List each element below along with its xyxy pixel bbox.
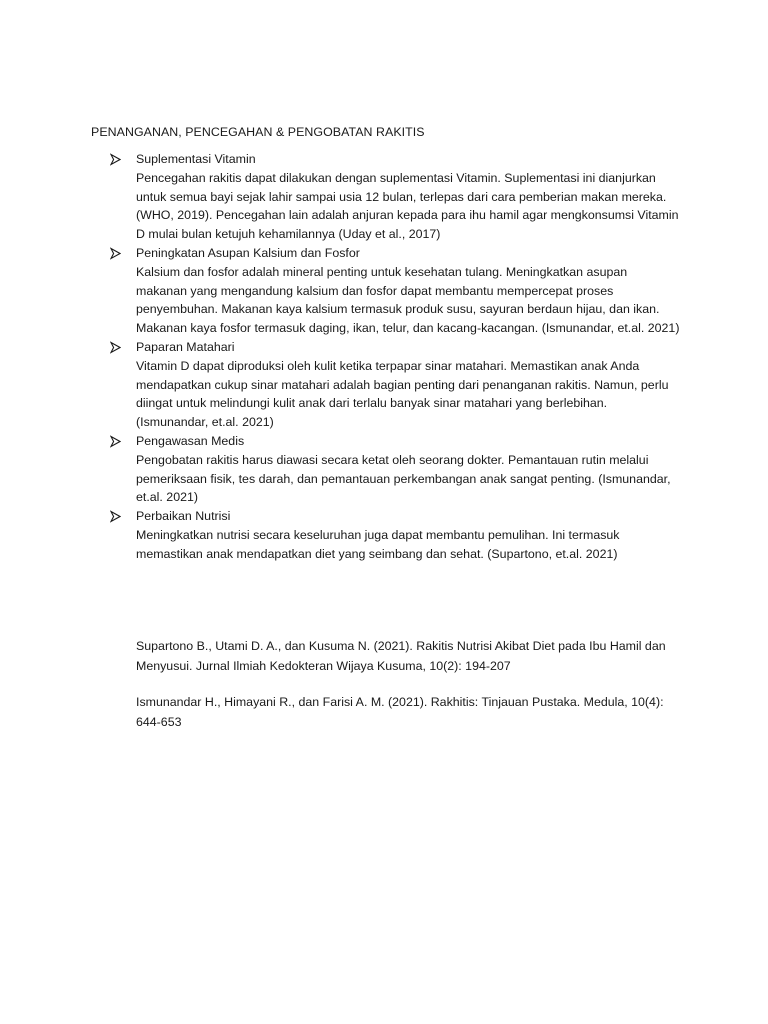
section-item — [110, 244, 680, 338]
section-heading: Pengawasan Medis — [136, 433, 245, 448]
section-heading: Peningkatan Asupan Kalsium dan Fosfor — [136, 245, 360, 260]
section-body: Meningkatkan nutrisi secara keseluruhan juga dapat membantu pemulihan. Ini termasuk memastikan anak mendapatkan diet yang seimbang dan sehat. (Supartono, et.al. 2021) — [136, 527, 620, 561]
reference-list — [136, 637, 681, 749]
arrowhead-bullet-icon — [110, 338, 124, 357]
arrowhead-bullet-icon — [110, 507, 124, 526]
section-list — [110, 150, 680, 564]
arrowhead-bullet-icon — [110, 244, 124, 263]
section-body: Vitamin D dapat diproduksi oleh kulit ketika terpapar sinar matahari. Memastikan anak Anda mendapatkan cukup sinar matahari adalah bagian penting dari penanganan rakitis. Namun, perlu diingat untuk melindungi kulit anak dari terlalu banyak sinar matahari yang berlebihan. (Ismunandar, et.al. 2021) — [136, 358, 669, 430]
document-title: PENANGANAN, PENCEGAHAN & PENGOBATAN RAKITIS — [91, 125, 425, 139]
reference-entry: Ismunandar H., Himayani R., dan Farisi A. M. (2021). Rakhitis: Tinjauan Pustaka. Medula, 10(4): 644-653 — [136, 695, 664, 729]
arrowhead-bullet-icon — [110, 150, 124, 169]
section-item — [110, 338, 680, 432]
section-item — [110, 432, 680, 507]
section-heading: Perbaikan Nutrisi — [136, 509, 231, 524]
section-body: Kalsium dan fosfor adalah mineral penting untuk kesehatan tulang. Meningkatkan asupan makanan yang mengandung kalsium dan fosfor dapat membantu mempercepat proses penyembuhan. Makanan kaya kalsium termasuk produk susu, sayuran berdaun hijau, dan ikan. Makanan kaya fosfor termasuk daging, ikan, telur, dan kacang-kacangan. (Ismunandar, et.al. 2021) — [136, 264, 680, 336]
section-item — [110, 507, 680, 563]
section-heading: Suplementasi Vitamin — [136, 152, 256, 166]
arrowhead-bullet-icon — [110, 432, 124, 451]
section-body: Pengobatan rakitis harus diawasi secara ketat oleh seorang dokter. Pemantauan rutin melalui pemeriksaan fisik, tes darah, dan pemantauan perkembangan anak sangat penting. (Ismunandar, et.al. 2021) — [136, 452, 671, 505]
section-body: Pencegahan rakitis dapat dilakukan dengan suplementasi Vitamin. Suplementasi ini dianjurkan untuk semua bayi sejak lahir sampai usia 12 bulan, terlepas dari cara pemberian makan mereka. (WHO, 2019). Pencegahan lain adalah anjuran kepada para ihu hamil agar mengkonsumsi Vitamin D mulai bulan ketujuh kehamilannya (Uday et al., 2017) — [136, 170, 679, 242]
reference-entry: Supartono B., Utami D. A., dan Kusuma N. (2021). Rakitis Nutrisi Akibat Diet pada Ibu Hamil dan Menyusui. Jurnal Ilmiah Kedokteran Wijaya Kusuma, 10(2): 194-207 — [136, 639, 666, 673]
section-heading: Paparan Matahari — [136, 339, 235, 354]
section-item — [110, 150, 680, 244]
